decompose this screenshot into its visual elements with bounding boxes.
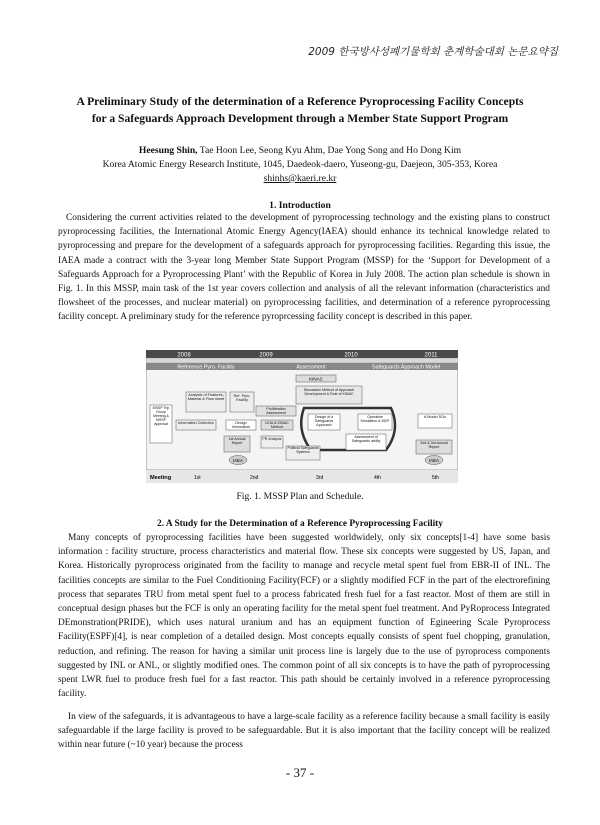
band-safeguards-model: Safeguards Approach Model — [371, 364, 441, 371]
meeting-4: 4th — [374, 475, 381, 481]
box-annual-2-3: 2nd & 3rd Annual Report — [420, 441, 448, 450]
figure-caption: Fig. 1. MSSP Plan and Schedule. — [236, 491, 364, 502]
title-line-2: for a Safeguards Approach Development through a Member State Support Program — [91, 112, 509, 125]
box-information-collection: Information Collection — [178, 421, 214, 425]
box-annual-1: 1st Annual Report — [228, 437, 246, 446]
affiliation: Korea Atomic Energy Research Institute, 1045, Daedeok-daero, Yuseong-gu, Daejeon, 305-353, Korea — [102, 159, 498, 170]
proceedings-header: 2009 한국방사성폐기물학회 춘계학술대회 논문요약집 — [308, 46, 558, 58]
meeting-5: 5th — [432, 475, 439, 481]
section-2-heading: 2. A Study for the Determination of a Reference Pyroprocessing Facility — [157, 519, 443, 529]
meeting-3: 3rd — [316, 475, 324, 481]
iaea-2: IAEA — [428, 458, 440, 463]
box-leia-kinac: LEIA & KINAC Method — [265, 421, 289, 430]
paper-title — [60, 93, 540, 127]
year-2011: 2011 — [424, 352, 438, 359]
box-political: Political Safeguards Systems — [287, 446, 319, 455]
box-kinac: KINAC — [309, 376, 323, 382]
section-1-heading: 1. Introduction — [269, 200, 331, 211]
box-discussion: Discussion Method of Approach Development & Role of KINAC — [303, 388, 355, 397]
meeting-1: 1st — [194, 475, 201, 481]
email-link[interactable]: shinhs@kaeri.re.kr — [263, 173, 337, 184]
co-authors: Tae Hoon Lee, Seong Kyu Ahm, Dae Yong Song and Ho Dong Kim — [197, 145, 462, 156]
iaea-1: IAEA — [232, 458, 244, 463]
page-number: - 37 - — [285, 765, 315, 780]
section-1-paragraph: Considering the current activities related to the development of pyroprocessing technology and the existing plans to construct pyroprocessing facilities, the International Atomic Energy Agency(IAEA) should enhance its technical knowledge related to pyroprocessing and prepare for the development of a safeguards approach for pyroprocessing facilities. Regarding this issue, the IAEA made a contract with the 3-year long Member State Support Program (MSSP) for the ‘Support for Development of a Safeguards Approach for a Pyroprocessing Plant’ with the Republic of Korea in July 2008. The action plan schedule is shown in Fig. 1. In this MSSP, main task of the 1st year covers collection and analysis of all the relevant information (characteristics and flowsheet of the processes, and nuclear material) on pyroprocessing facilities, and determination of a reference pyroprocessing facility concept. A preliminary study for the reference pyroprcessing facility concept is described in this paper. — [58, 213, 550, 323]
box-ref-pyro: Ref. Pyro. Facility — [233, 394, 251, 403]
year-2009: 2009 — [259, 352, 273, 359]
box-design-information: Design Information — [231, 421, 251, 430]
band-reference: Reference Pyro. Facility — [177, 364, 235, 371]
box-operative-simulation: Operative Simulation & MCP — [360, 415, 390, 424]
box-model-sgs: A Model SGs — [423, 415, 447, 419]
lead-author: Heesung Shin, — [138, 145, 198, 156]
author-list — [40, 144, 560, 158]
year-2008: 2008 — [177, 352, 191, 359]
year-2010: 2010 — [344, 352, 358, 359]
meeting-label: Meeting — [150, 475, 172, 481]
box-analysis: Analysis of Features, Material & Flow sheet — [187, 393, 225, 402]
title-line-1: A Preliminary Study of the determination of a Reference Pyroprocessing Facility Concepts — [76, 95, 524, 108]
section-2-paragraph-2: In view of the safeguards, it is advantageous to have a large-scale facility as a reference facility because a small facility is easily safeguardable if the large facility is proved to be safeguardable. But it is also important that the facility concept will be realized within near future (~10 year) because the process — [58, 712, 550, 751]
mssp-schedule-figure — [146, 350, 458, 483]
box-design-safeguards: Design of a Safeguards Approach — [314, 415, 334, 428]
band-assessment: Assessment — [296, 364, 326, 371]
box-proliferation: Proliferation Assessment — [266, 407, 286, 416]
section-2-paragraph-1: Many concepts of pyroprocessing facilities have been suggested worldwidely, only six concepts[1-4] have some basis information : facility structure, process characteristics and material flow. These six concepts were suggested by US, Japan, and Korea. Historically pyroprocess originated from the facility to manage and recycle metal spent fuel from EBR-II of INL. The facilities concepts are similar to the Fuel Conditioning Facility(FCF) or a slightly modified FCF in the part of the electrorefining process that separates TRU from metal spent fuel to a process fabricated fresh fuel for a fast reactor. Most of them are still in conceptual design phases but the FCF is only an operating facility for the metal spent fuel treatment. And PyRoprocess Integrated DEmonstration(PRIDE), which uses natural uranium and has an equipment function of Egineering Scale Pyroprocess Facility(ESPF)[4], is near completion of a detailed design. Most concepts equally consists of spent fuel chopping, granulation, reduction, and refining. The reason for having a similar unit process line is largely due to the use of pyroprocess components suggested by INL or ANL, or slightly modified ones. The common point of all six concepts is to have the path of pyroprocessing spent LWR fuel to produce fresh fuel for a fast reactor. This path should be certainly involved in a reference pyroprocessing facility. — [58, 533, 550, 700]
box-pr-analysis: PR Analysis — [262, 437, 282, 441]
box-mssp-trip: MSSP Trip Group Meeting & MSSP Approval — [152, 406, 170, 427]
meeting-2: 2nd — [250, 475, 259, 481]
box-assessment: Assessment of Safeguards ability — [351, 435, 381, 444]
